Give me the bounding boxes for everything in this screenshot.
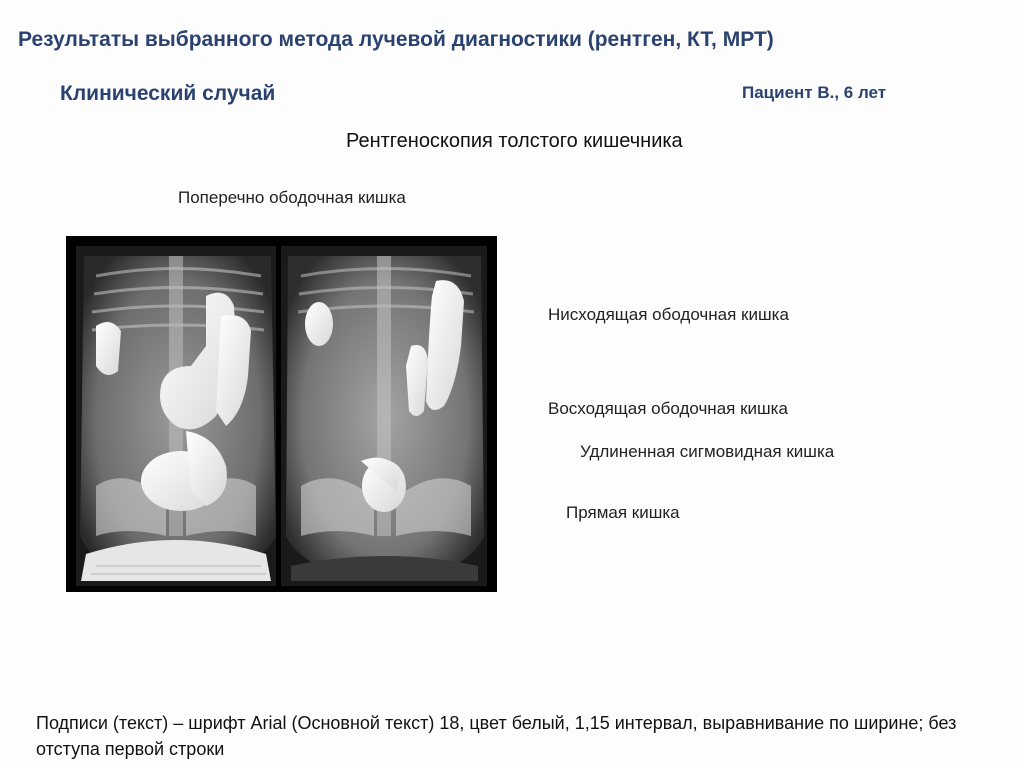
study-title: Рентгеноскопия толстого кишечника: [346, 130, 683, 152]
label-transverse-colon: Поперечно ободочная кишка: [178, 188, 406, 207]
label-ascending-colon: Восходящая ободочная кишка: [548, 399, 788, 418]
xray-image-left-icon: [76, 246, 276, 586]
caption-note: Подписи (текст) – шрифт Arial (Основной текст) 18, цвет белый, 1,15 интервал, выравнивание по ширине; без отступа первой строки: [36, 713, 957, 759]
patient-info: Пациент В., 6 лет: [742, 83, 887, 102]
xray-image-right-icon: [281, 246, 487, 586]
clinical-case-heading: Клинический случай: [60, 82, 276, 105]
label-sigmoid-colon: Удлиненная сигмовидная кишка: [580, 442, 835, 461]
label-rectum: Прямая кишка: [566, 503, 680, 522]
label-descending-colon: Нисходящая ободочная кишка: [548, 305, 789, 324]
xray-images: [66, 236, 497, 592]
slide-title: Результаты выбранного метода лучевой диагностики (рентген, КТ, МРТ): [18, 28, 774, 51]
